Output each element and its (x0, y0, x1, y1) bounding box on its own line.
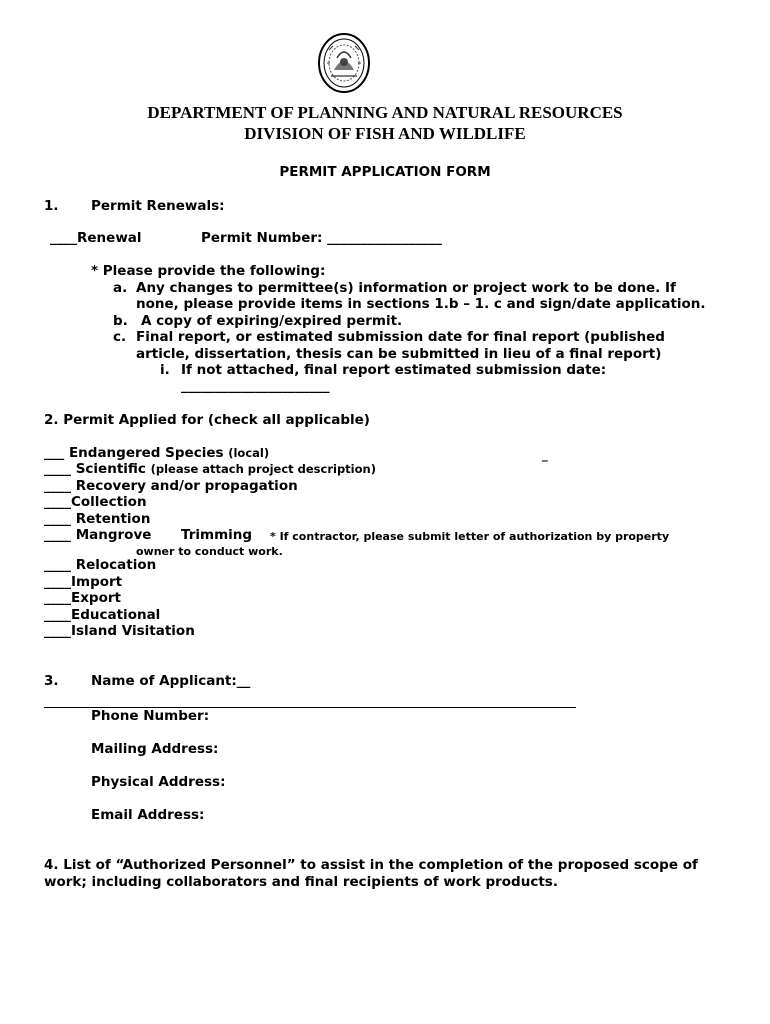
trimming-label: Trimming (181, 527, 253, 543)
scientific-label: ____ Scientific (44, 461, 146, 477)
department-seal-logo (317, 32, 371, 94)
checkbox-import[interactable]: ____Import (44, 574, 123, 590)
form-title: PERMIT APPLICATION FORM (279, 164, 491, 180)
item-c-line1: Final report, or estimated submission date for final report (published (136, 329, 665, 345)
submission-date-blank[interactable]: ______________________ (181, 378, 330, 394)
scientific-note: (please attach project description) (150, 462, 376, 476)
checkbox-retention[interactable]: ____ Retention (44, 511, 151, 527)
item-b-line: A copy of expiring/expired permit. (141, 313, 403, 329)
checkbox-recovery[interactable]: ____ Recovery and/or propagation (44, 478, 298, 494)
renewal-field[interactable]: ____Renewal (50, 230, 142, 246)
section4-line2: work; including collaborators and final recipients of work products. (44, 874, 558, 890)
section4-line1: 4. List of “Authorized Personnel” to assist in the completion of the proposed scope of (44, 857, 698, 873)
contractor-note-line2: owner to conduct work. (136, 545, 283, 558)
endangered-note: (local) (228, 446, 270, 460)
section3-number: 3. (44, 673, 59, 689)
endangered-label: ___ Endangered Species (44, 445, 224, 461)
permit-number-field[interactable]: Permit Number: _________________ (201, 230, 442, 246)
applicant-name-field[interactable]: Name of Applicant:__ (91, 673, 251, 689)
checkbox-export[interactable]: ____Export (44, 590, 121, 606)
section1-number: 1. (44, 198, 59, 214)
item-a-marker: a. (113, 280, 128, 296)
item-i-line: If not attached, final report estimated submission date: (181, 362, 607, 378)
checkbox-collection[interactable]: ____Collection (44, 494, 147, 510)
item-c-marker: c. (113, 329, 127, 345)
provide-following-note: * Please provide the following: (91, 263, 326, 279)
checkbox-island-visitation[interactable]: ____Island Visitation (44, 623, 195, 639)
item-a-line1: Any changes to permittee(s) information or project work to be done. If (136, 280, 676, 296)
checkbox-endangered-species[interactable] (44, 445, 269, 461)
item-c-line2: article, dissertation, thesis can be submitted in lieu of a final report) (136, 346, 662, 362)
department-heading: DEPARTMENT OF PLANNING AND NATURAL RESOURCES (147, 103, 623, 122)
checkbox-scientific[interactable] (44, 461, 376, 477)
checkbox-mangrove[interactable]: ____ Mangrove (44, 527, 152, 543)
mailing-address-label: Mailing Address: (91, 741, 219, 757)
section2-title: 2. Permit Applied for (check all applicable) (44, 412, 370, 428)
physical-address-label: Physical Address: (91, 774, 226, 790)
email-address-label: Email Address: (91, 807, 205, 823)
checkbox-educational[interactable]: ____Educational (44, 607, 161, 623)
phone-number-label: Phone Number: (91, 708, 210, 724)
item-b-marker: b. (113, 313, 128, 329)
division-heading: DIVISION OF FISH AND WILDLIFE (244, 124, 526, 143)
contractor-note-line1: * If contractor, please submit letter of authorization by property (270, 530, 670, 543)
section1-title: Permit Renewals: (91, 198, 225, 214)
item-i-marker: i. (160, 362, 170, 378)
stray-dash: _ (542, 448, 548, 462)
checkbox-relocation[interactable]: ____ Relocation (44, 557, 157, 573)
item-a-line2: none, please provide items in sections 1.b – 1. c and sign/date application. (136, 296, 706, 312)
